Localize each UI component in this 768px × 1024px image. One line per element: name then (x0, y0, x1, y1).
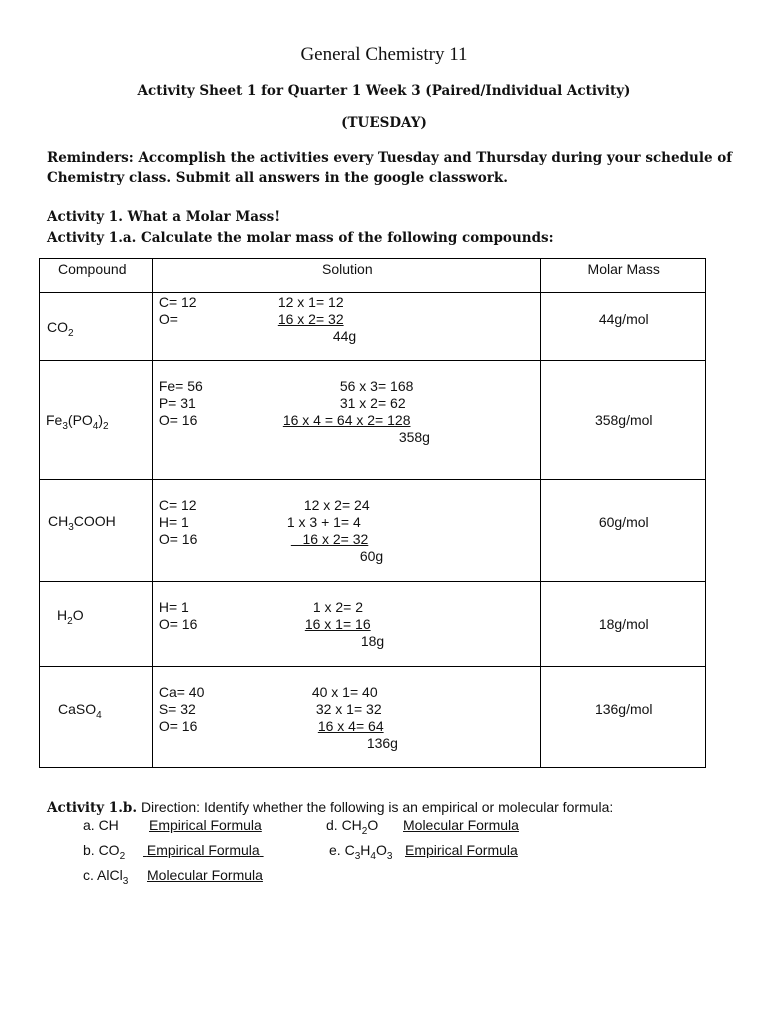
calculation-line: 16 x 2= 32 (277, 311, 344, 327)
solution-total: 44g (332, 328, 357, 344)
element-value: O= 16 (158, 412, 198, 428)
page-title: General Chemistry 11 (300, 44, 468, 65)
activity-sheet-subtitle: Activity Sheet 1 for Quarter 1 Week 3 (Paired/Individual Activity) (137, 83, 631, 99)
compound-cell (40, 361, 153, 480)
element-value: S= 32 (158, 701, 196, 717)
table-row (40, 293, 706, 361)
solution-total: 60g (359, 548, 384, 564)
molar-mass-value: 44g/mol (598, 311, 649, 327)
activity-1a-heading: Activity 1.a. Calculate the molar mass of the following compounds: (47, 230, 554, 246)
calculation-line: 16 x 1= 16 (304, 616, 371, 632)
solution-total: 358g (398, 429, 430, 445)
solution-cell (152, 361, 540, 480)
element-value: Fe= 56 (158, 378, 203, 394)
item-b-formula: b. CO (83, 842, 120, 858)
molar-mass-value: 136g/mol (594, 701, 653, 717)
activity-1b-direction: Direction: Identify whether the following is an empirical or molecular formula: (140, 799, 614, 815)
item-e-answer: Empirical Formula (405, 842, 518, 858)
table-row (40, 582, 706, 667)
element-value: H= 1 (158, 599, 189, 615)
item-c-formula: c. AlCl (83, 867, 123, 883)
element-value: O= 16 (158, 616, 198, 632)
calculation-line: 16 x 4= 64 (317, 718, 384, 734)
solution-total: 18g (360, 633, 385, 649)
compound-cell (40, 667, 153, 768)
item-c-answer: Molecular Formula (147, 867, 263, 883)
calculation-line: 31 x 2= 62 (339, 395, 406, 411)
item-a (83, 817, 119, 833)
table-row (40, 667, 706, 768)
molar-mass-cell (541, 480, 706, 582)
element-value: O= (158, 311, 178, 327)
item-c: c. AlCl$_3$ (83, 867, 129, 887)
calculation-line: 1 x 2= 2 (312, 599, 364, 615)
activity-1b-heading (47, 799, 613, 816)
molar-mass-cell (541, 293, 706, 361)
molar-mass-value: 18g/mol (598, 616, 649, 632)
table-row (40, 480, 706, 582)
molar-mass-table (39, 258, 706, 768)
reminders-line-2: Chemistry class. Submit all answers in the google classwork. (47, 170, 508, 186)
calculation-line: 16 x 2= 32 (302, 531, 369, 547)
item-a-answer: Empirical Formula (149, 817, 262, 833)
reminders-line-1: Reminders: Accomplish the activities every Tuesday and Thursday during your schedule of (47, 150, 733, 166)
compound-formula: $CH_3COOH$ (48, 513, 116, 533)
solution-cell (152, 667, 540, 768)
calculation-line: 12 x 1= 12 (277, 294, 344, 310)
solution-total: 136g (366, 735, 398, 751)
element-value: P= 31 (158, 395, 196, 411)
compound-formula: $CO_2$ (47, 319, 74, 339)
item-e: e. $C_3H_4O_3$ (329, 842, 393, 862)
item-b: b. $CO_2$ (83, 842, 126, 862)
calculation-line: 32 x 1= 32 (315, 701, 382, 717)
header-cell (40, 259, 153, 293)
element-value: H= 1 (158, 514, 189, 530)
solution-cell (152, 293, 540, 361)
activity-1b-label: Activity 1.b. (47, 800, 138, 816)
calculation-line: 40 x 1= 40 (311, 684, 378, 700)
molar-mass-value: 60g/mol (598, 514, 649, 530)
item-e-formula: e. C (329, 842, 355, 858)
item-d-formula: d. CH (326, 817, 362, 833)
compound-cell (40, 293, 153, 361)
item-d: d. $CH_2O$ (326, 817, 379, 837)
activity-1-heading: Activity 1. What a Molar Mass! (47, 209, 281, 225)
element-value: C= 12 (158, 497, 197, 513)
item-b-answer: Empirical Formula (146, 842, 260, 858)
header-compound: Compound (58, 261, 127, 277)
calculation-line: 12 x 2= 24 (303, 497, 370, 513)
table-row (40, 361, 706, 480)
calculation-line: 16 x 4 = 64 x 2= 128 (282, 412, 411, 428)
header-cell (152, 259, 540, 293)
compound-cell (40, 582, 153, 667)
table-header-row (40, 259, 706, 293)
solution-cell (152, 582, 540, 667)
header-cell (541, 259, 706, 293)
day-label: (TUESDAY) (341, 115, 427, 131)
element-value: C= 12 (158, 294, 197, 310)
molar-mass-cell (541, 361, 706, 480)
header-solution: Solution (322, 261, 373, 277)
molar-mass-value: 358g/mol (594, 412, 653, 428)
compound-formula: $H_2O$ (57, 607, 84, 627)
solution-cell (152, 480, 540, 582)
header-molar-mass: Molar Mass (587, 261, 660, 277)
calculation-line: 1 x 3 + 1= 4 (286, 514, 361, 530)
element-value: Ca= 40 (158, 684, 205, 700)
compound-cell (40, 480, 153, 582)
compound-formula: $Fe_3(PO_4)_2$ (46, 412, 109, 432)
element-value: O= 16 (158, 718, 198, 734)
element-value: O= 16 (158, 531, 198, 547)
compound-formula: CaSO$_4$ (58, 701, 102, 721)
item-a-formula: a. CH (83, 817, 119, 833)
calculation-line: 56 x 3= 168 (339, 378, 414, 394)
molar-mass-cell (541, 667, 706, 768)
item-d-answer: Molecular Formula (403, 817, 519, 833)
molar-mass-cell (541, 582, 706, 667)
